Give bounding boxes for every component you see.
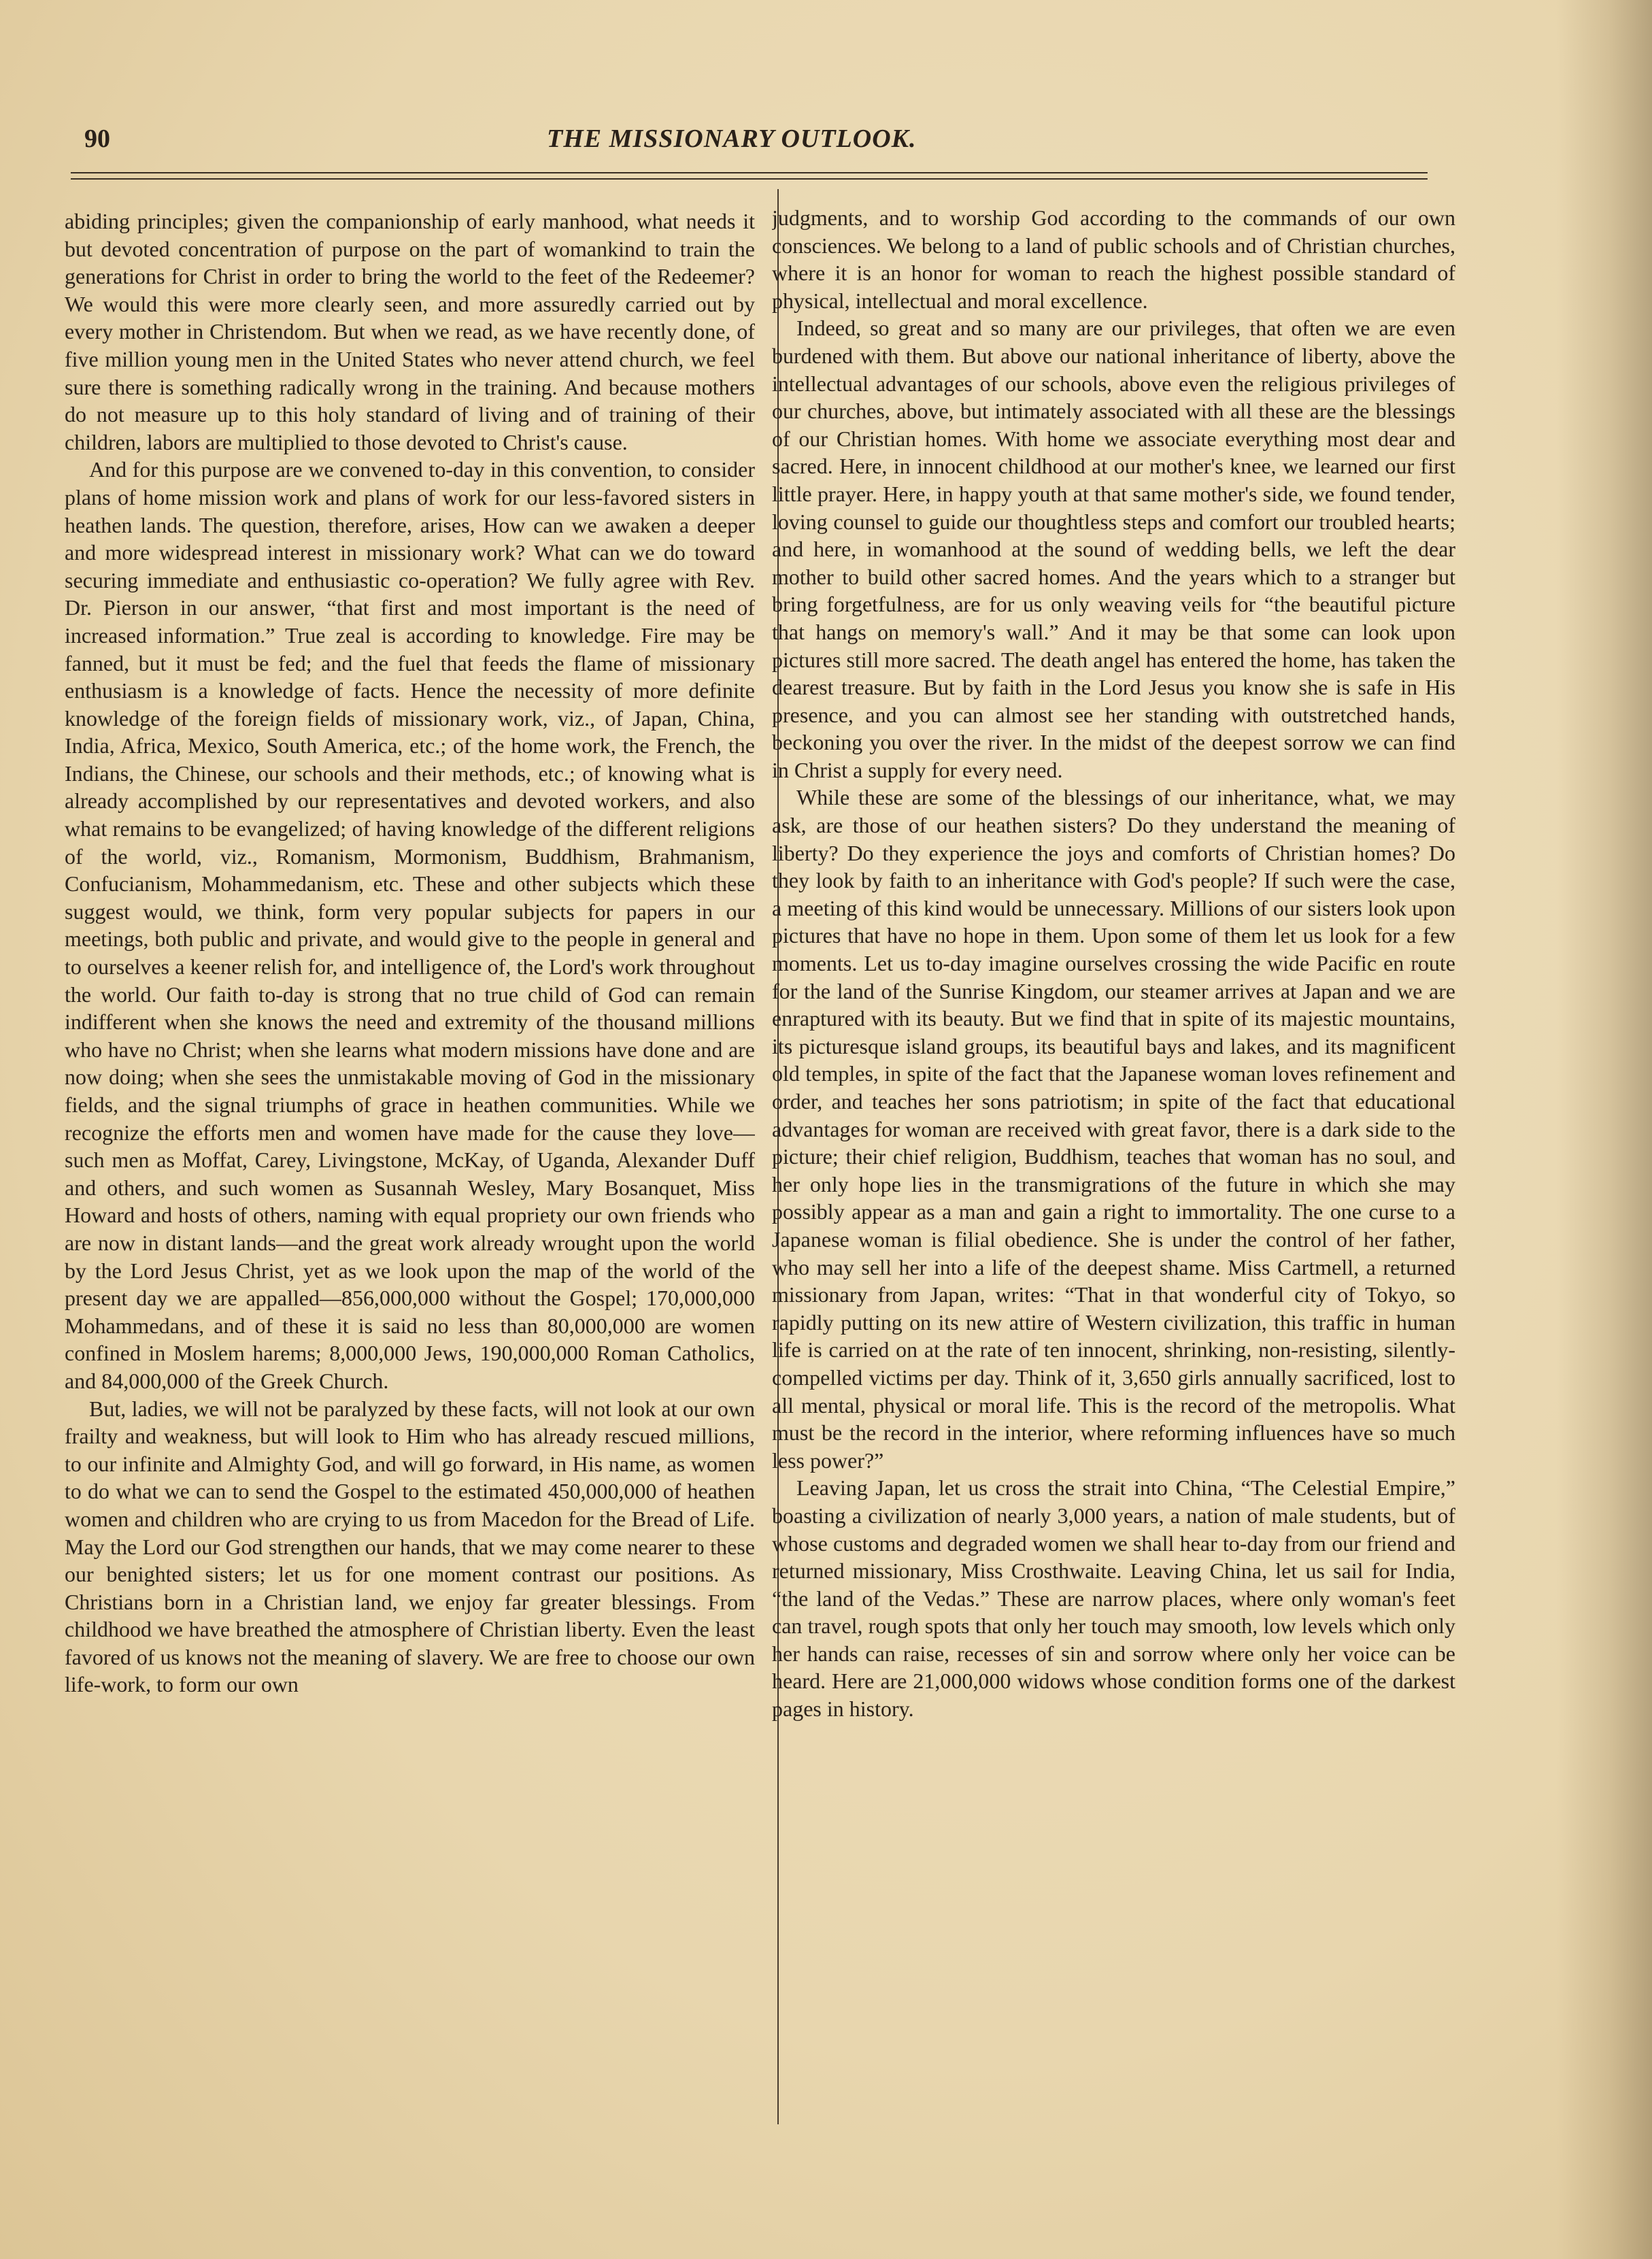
paragraph: But, ladies, we will not be paralyzed by these facts, will not look at our own frailty and weakness, but will look to Him who has already rescued millions, to our infinite and Almighty God, and will go forward, in His name, as women to do what we can to send the Gospel to the estimated 450,000,000 of heathen women and children who are crying to us from Macedon for the Bread of Life. May the Lord our God strengthen our hands, that we may come nearer to these our benighted sisters; let us for one moment contrast our positions. As Christians born in a Christian land, we enjoy far greater blessings. From childhood we have breathed the atmosphere of Christian liberty. Even the least favored of us knows not the meaning of slavery. We are free to choose our own life-work, to form our own	[65, 1396, 755, 1697]
running-title: THE MISSIONARY OUTLOOK.	[547, 124, 917, 153]
header-rule-top	[71, 172, 1428, 173]
paragraph: While these are some of the blessings of our inheritance, what, we may ask, are those of our heathen sisters? Do they understand the meaning of liberty? Do they experience the joys and comforts of Christian homes? Do they look by faith to an inheritance with God's people? If such were the case, a meeting of this kind would be unnecessary. Millions of our sisters look upon pictures that have no hope in them. Upon some of them let us look for a few moments. Let us to-day imagine ourselves crossing the wide Pacific en route for the land of the Sunrise Kingdom, our steamer arrives at Japan and we are enraptured with its beauty. But we find that in spite of its majestic mountains, its picturesque island groups, its beautiful bays and lakes, and its magnificent old temples, in spite of the fact that the Japanese woman loves refinement and order, and teaches her sons patriotism; in spite of the fact that educational advantages for woman are received with great favor, there is a dark side to the picture; their chief religion, Buddhism, teaches that woman has no soul, and her only hope lies in the transmigrations of the future in which she may possibly appear as a man and gain a right to immortality. The one curse to a Japanese woman is filial obedience. She is under the control of her father, who may sell her into a life of the deepest shame. Miss Cartmell, a returned missionary from Japan, writes: “That in that wonderful city of Tokyo, so rapidly putting on its new attire of Western civilization, this traffic in human life is carried on at the rate of ten innocent, shrinking, non-resisting, silently-compelled victims per day. Think of it, 3,650 girls annually sacrificed, lost to all mental, physical or moral life. This is the record of the metropolis. What must be the record in the interior, where reforming influences have so much less power?”	[772, 785, 1455, 1473]
page-number: 90	[84, 124, 110, 153]
page-fold-shadow	[1557, 0, 1652, 2259]
paragraph: abiding principles; given the companionship of early manhood, what needs it but devoted concentration of purpose on the part of womankind to train the generations for Christ in order to bring the world to the feet of the Redeemer? We would this were more clearly seen, and more assuredly carried out by every mother in Christendom. But when we read, as we have recently done, of five million young men in the United States who never attend church, we feel sure there is something radically wrong in the training. And because mothers do not measure up to this holy standard of living and of training of their children, labors are multiplied to those devoted to Christ's cause.	[65, 209, 755, 454]
paragraph: Indeed, so great and so many are our privileges, that often we are even burdened with them. But above our national inheritance of liberty, above the intellectual advantages of our schools, above even the religious privileges of our churches, above, but intimately associated with all these are the blessings of our Christian homes. With home we associate everything most dear and sacred. Here, in innocent childhood at our mother's knee, we learned our first little prayer. Here, in happy youth at that same mother's side, we found tender, loving counsel to guide our thoughtless steps and comfort our troubled hearts; and here, in womanhood at the sound of wedding bells, we left the dear mother to build other sacred homes. And the years which to a stranger but bring forgetfulness, are for us only weaving veils for “the beautiful picture that hangs on memory's wall.” And it may be that some can look upon pictures still more sacred. The death angel has entered the home, has taken the dearest treasure. But by faith in the Lord Jesus you know she is safe in His presence, and you can almost see her standing with outstretched hands, beckoning you over the river. In the midst of the deepest sorrow we can find in Christ a supply for every need.	[772, 316, 1455, 782]
right-column	[772, 204, 1455, 2129]
header-rule-bottom	[71, 178, 1428, 180]
left-column	[65, 207, 755, 2132]
paragraph: judgments, and to worship God according to the commands of our own consciences. We belong to a land of public schools and of Christian churches, where it is an honor for woman to reach the highest possible standard of physical, intellectual and moral excellence.	[772, 205, 1455, 313]
page-header	[84, 124, 1377, 165]
paragraph: Leaving Japan, let us cross the strait into China, “The Celestial Empire,” boasting a civilization of nearly 3,000 years, a nation of male students, but of whose customs and degraded women we shall hear to-day from our friend and returned missionary, Miss Crosthwaite. Leaving China, let us sail for India, “the land of the Vedas.” These are narrow places, where only woman's feet can travel, rough spots that only her touch may smooth, low levels which only her hands can raise, recesses of sin and sorrow where only her voice can be heard. Here are 21,000,000 widows whose condition forms one of the darkest pages in history.	[772, 1475, 1455, 1722]
paragraph: And for this purpose are we convened to-day in this convention, to consider plans of home mission work and plans of work for our less-favored sisters in heathen lands. The question, therefore, arises, How can we awaken a deeper and more widespread interest in missionary work? What can we do toward securing immediate and enthusiastic co-operation? We fully agree with Rev. Dr. Pierson in our answer, “that first and most important is the need of increased information.” True zeal is according to knowledge. Fire may be fanned, but it must be fed; and the fuel that feeds the flame of missionary enthusiasm is a knowledge of facts. Hence the necessity of more definite knowledge of the foreign fields of missionary work, viz., of Japan, China, India, Africa, Mexico, South America, etc.; of the home work, the French, the Indians, the Chinese, our schools and their methods, etc.; of knowing what is already accomplished by our representatives and devoted workers, and also what remains to be evangelized; of having knowledge of the different religions of the world, viz., Romanism, Mormonism, Buddhism, Brahmanism, Confucianism, Mohammedanism, etc. These and other subjects which these suggest would, we think, form very popular subjects for papers in our meetings, both public and private, and would give to the people in general and to ourselves a keener relish for, and intelligence of, the Lord's work throughout the world. Our faith to-day is strong that no true child of God can remain indifferent when she knows the need and extremity of the thousand millions who have no Christ; when she learns what modern missions have done and are now doing; when she sees the unmistakable moving of God in the missionary fields, and the signal triumphs of grace in heathen communities. While we recognize the efforts men and women have made for the cause they love—such men as Moffat, Carey, Livingstone, McKay, of Uganda, Alexander Duff and others, and such women as Susannah Wesley, Mary Bosanquet, Miss Howard and hosts of others, naming with equal propriety our own friends who are now in distant lands—and the great work already wrought upon the world by the Lord Jesus Christ, yet as we look upon the map of the world of the present day we are appalled—856,000,000 without the Gospel; 170,000,000 Mohammedans, and of these it is said no less than 80,000,000 are women confined in Moslem harems; 8,000,000 Jews, 190,000,000 Roman Catholics, and 84,000,000 of the Greek Church.	[65, 457, 755, 1393]
